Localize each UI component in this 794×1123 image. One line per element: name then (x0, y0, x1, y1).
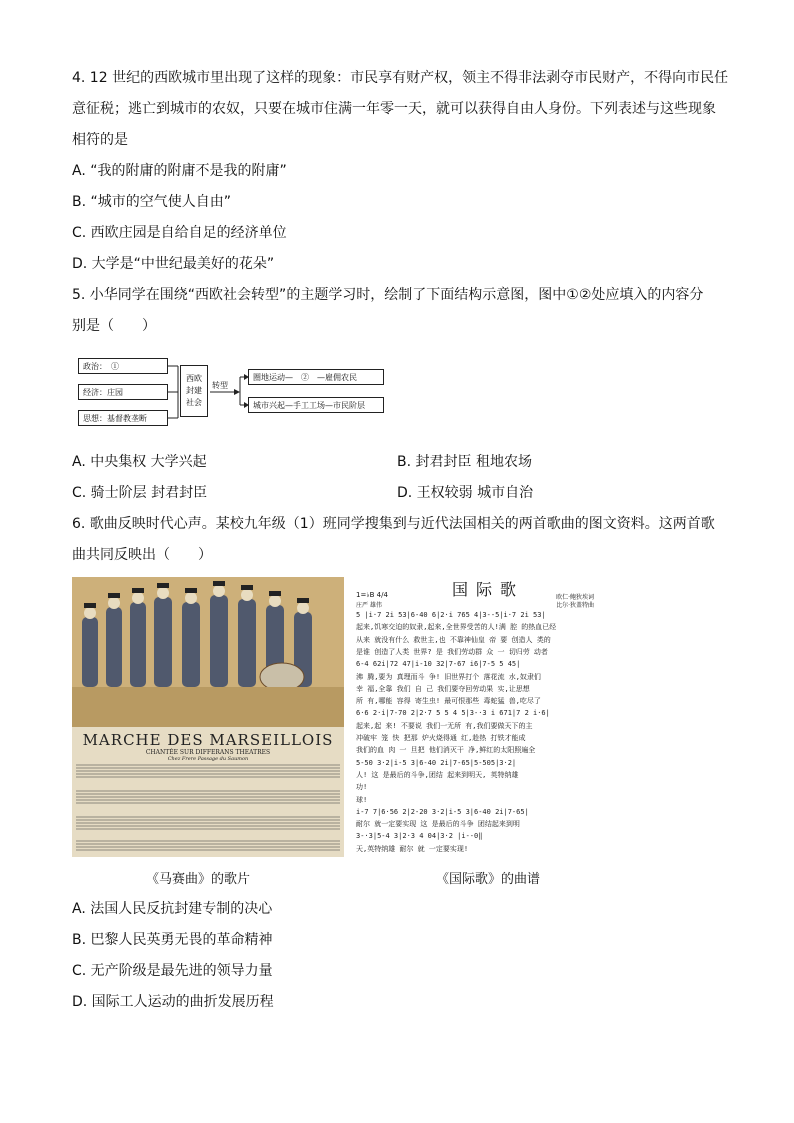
score-row: 耐尔 就一定要实现 这 是最后的斗争 团结起来到明 (356, 820, 520, 829)
diagram-box-city: 城市兴起—手工工场—市民阶层 (248, 397, 384, 413)
q4-option-b: B. “城市的空气使人自由” (72, 194, 232, 210)
q6-option-c: C. 无产阶级是最先进的领导力量 (72, 963, 273, 979)
marseillaise-subtitle: CHANTÉE SUR DIFFERANS THEATRES (145, 749, 271, 756)
diagram-box-economy: 经济：庄园 (78, 384, 168, 400)
diagram-center-line-3: 社会 (186, 398, 202, 407)
score-tempo: 庄严 雄伟 (356, 602, 382, 609)
score-row: 沸 腾,要为 真理而斗 争! 旧世界打个 落花流 水,奴隶们 (356, 672, 541, 681)
q4-stem-line-3: 相符的是 (72, 132, 128, 148)
score-row: 3-·3|5-4 3|2·3 4 04|3·2 |i--0‖ (356, 832, 483, 841)
q6-stem-line-1: 6. 歌曲反映时代心声。某校九年级（1）班同学搜集到与近代法国相关的两首歌曲的图文资料。这两首歌 (72, 516, 715, 532)
q4-option-d: D. 大学是“中世纪最美好的花朵” (72, 256, 275, 272)
score-row: 天,英特纳雄 耐尔 就 一定要实现! (356, 844, 469, 853)
caption-internationale: 《国际歌》的曲谱 (436, 872, 541, 887)
diagram-box-thought: 思想：基督教垄断 (78, 410, 168, 426)
diagram-center-line-2: 封建 (186, 386, 202, 395)
diagram-box-enclosure: 圈地运动— ② —雇佣农民 (248, 369, 384, 385)
q4-option-c: C. 西欧庄园是自给自足的经济单位 (72, 225, 287, 241)
q4-stem-line-2: 意征税；逃亡到城市的农奴，只要在城市住满一年零一天，就可以获得自由人身份。下列表述与这些现象 (72, 101, 716, 117)
q5-stem-line-2: 别是（ ） (72, 318, 156, 334)
score-row: 从来 就没有什么 救世主,也 不靠神仙皇 帝 要 创造人 类的 (356, 635, 551, 644)
score-row: 起来,饥寒交迫的奴隶,起来,全世界受苦的人!满 腔 的热血已经 (356, 623, 557, 632)
caption-marseillaise: 《马赛曲》的歌片 (146, 872, 251, 887)
score-row: 6·6 2·i|7-70 2|2·7 5 5 4 5|3-·3 i 671|7 2 i·6| (356, 709, 550, 718)
diagram-center-line-1: 西欧 (186, 374, 202, 383)
q6-stem-line-2: 曲共同反映出（ ） (72, 547, 212, 563)
score-row: 球! (356, 795, 368, 804)
diagram-center-box (180, 365, 208, 417)
q5-stem-line-1: 5. 小华同学在围绕“西欧社会转型”的主题学习时，绘制了下面结构示意图，图中①②处应填入的内容分 (72, 287, 704, 303)
score-row: 人! 这 是最后的斗争,团结 起来到明天, 英特纳雄 (356, 770, 519, 779)
q5-option-b: B. 封君封臣 租地农场 (397, 454, 532, 470)
q5-option-d: D. 王权较弱 城市自治 (397, 485, 534, 501)
score-row: 5 |i·7 2i 53|6-40 6|2·i 765 4|3--5|i·7 2i 53| (356, 611, 546, 619)
score-row: i-7 7|6·56 2|2-20 3·2|i-5 3|6-40 2i|7-65| (356, 807, 529, 816)
q4-option-a: A. “我的附庸的附庸不是我的附庸” (72, 163, 287, 179)
q5-option-c: C. 骑士阶层 封君封臣 (72, 485, 208, 501)
score-row: 幸 福,全靠 我们 自 己 我们要夺回劳动果 实,让思想 (356, 684, 530, 693)
score-row: 5-50 3·2|i-5 3|6-40 2i|7-65|5-505|3·2| (356, 758, 517, 767)
marseillaise-illustration (72, 577, 344, 857)
score-author-lyrics: 欧仁·鲍狄埃词 (556, 594, 594, 601)
diagram-box-politics: 政治： ① (78, 358, 168, 374)
score-title: 国际歌 (451, 580, 524, 599)
marseillaise-image (72, 577, 344, 857)
score-row: 6-4 62i|72 47|i-10 32|7-67 i6|7-5 5 45| (356, 660, 521, 669)
diagram-arrow-label: 转型 (212, 381, 228, 390)
q4-stem-line-1: 4. 12 世纪的西欧城市里出现了这样的现象：市民享有财产权，领主不得非法剥夺市民财产，不得向市民任 (72, 70, 729, 86)
q6-option-a: A. 法国人民反抗封建专制的决心 (72, 901, 273, 917)
internationale-score (352, 577, 624, 857)
score-row: 是谁 创造了人类 世界? 是 我们劳动群 众 一 切归劳 动者 (356, 647, 548, 656)
score-key: 1=♭B 4/4 (356, 591, 388, 599)
marseillaise-subtitle-2: Chez Frere Passage du Saumon (167, 756, 249, 762)
q6-option-d: D. 国际工人运动的曲折发展历程 (72, 994, 274, 1010)
q5-option-a: A. 中央集权 大学兴起 (72, 454, 207, 470)
score-row: 所 有,哪能 容得 寄生虫! 最可恨那些 毒蛇猛 兽,吃尽了 (356, 697, 541, 706)
score-author-music: 比尔·狄盖特曲 (556, 602, 594, 609)
score-row: 我们的血 肉 一 旦把 他们消灭干 净,鲜红的太阳照遍全 (356, 746, 536, 755)
score-row: 冲破牢 笼 快 把那 炉火烧得通 红,趁热 打铁才能成 (356, 734, 526, 742)
q6-option-b: B. 巴黎人民英勇无畏的革命精神 (72, 932, 273, 948)
structure-diagram (78, 353, 388, 431)
score-row: 功! (356, 783, 368, 792)
score-row: 起来,起 来! 不要说 我们一无所 有,我们要做天下的主 (356, 721, 533, 730)
marseillaise-banner: MARCHE DES MARSEILLOIS (82, 731, 334, 749)
